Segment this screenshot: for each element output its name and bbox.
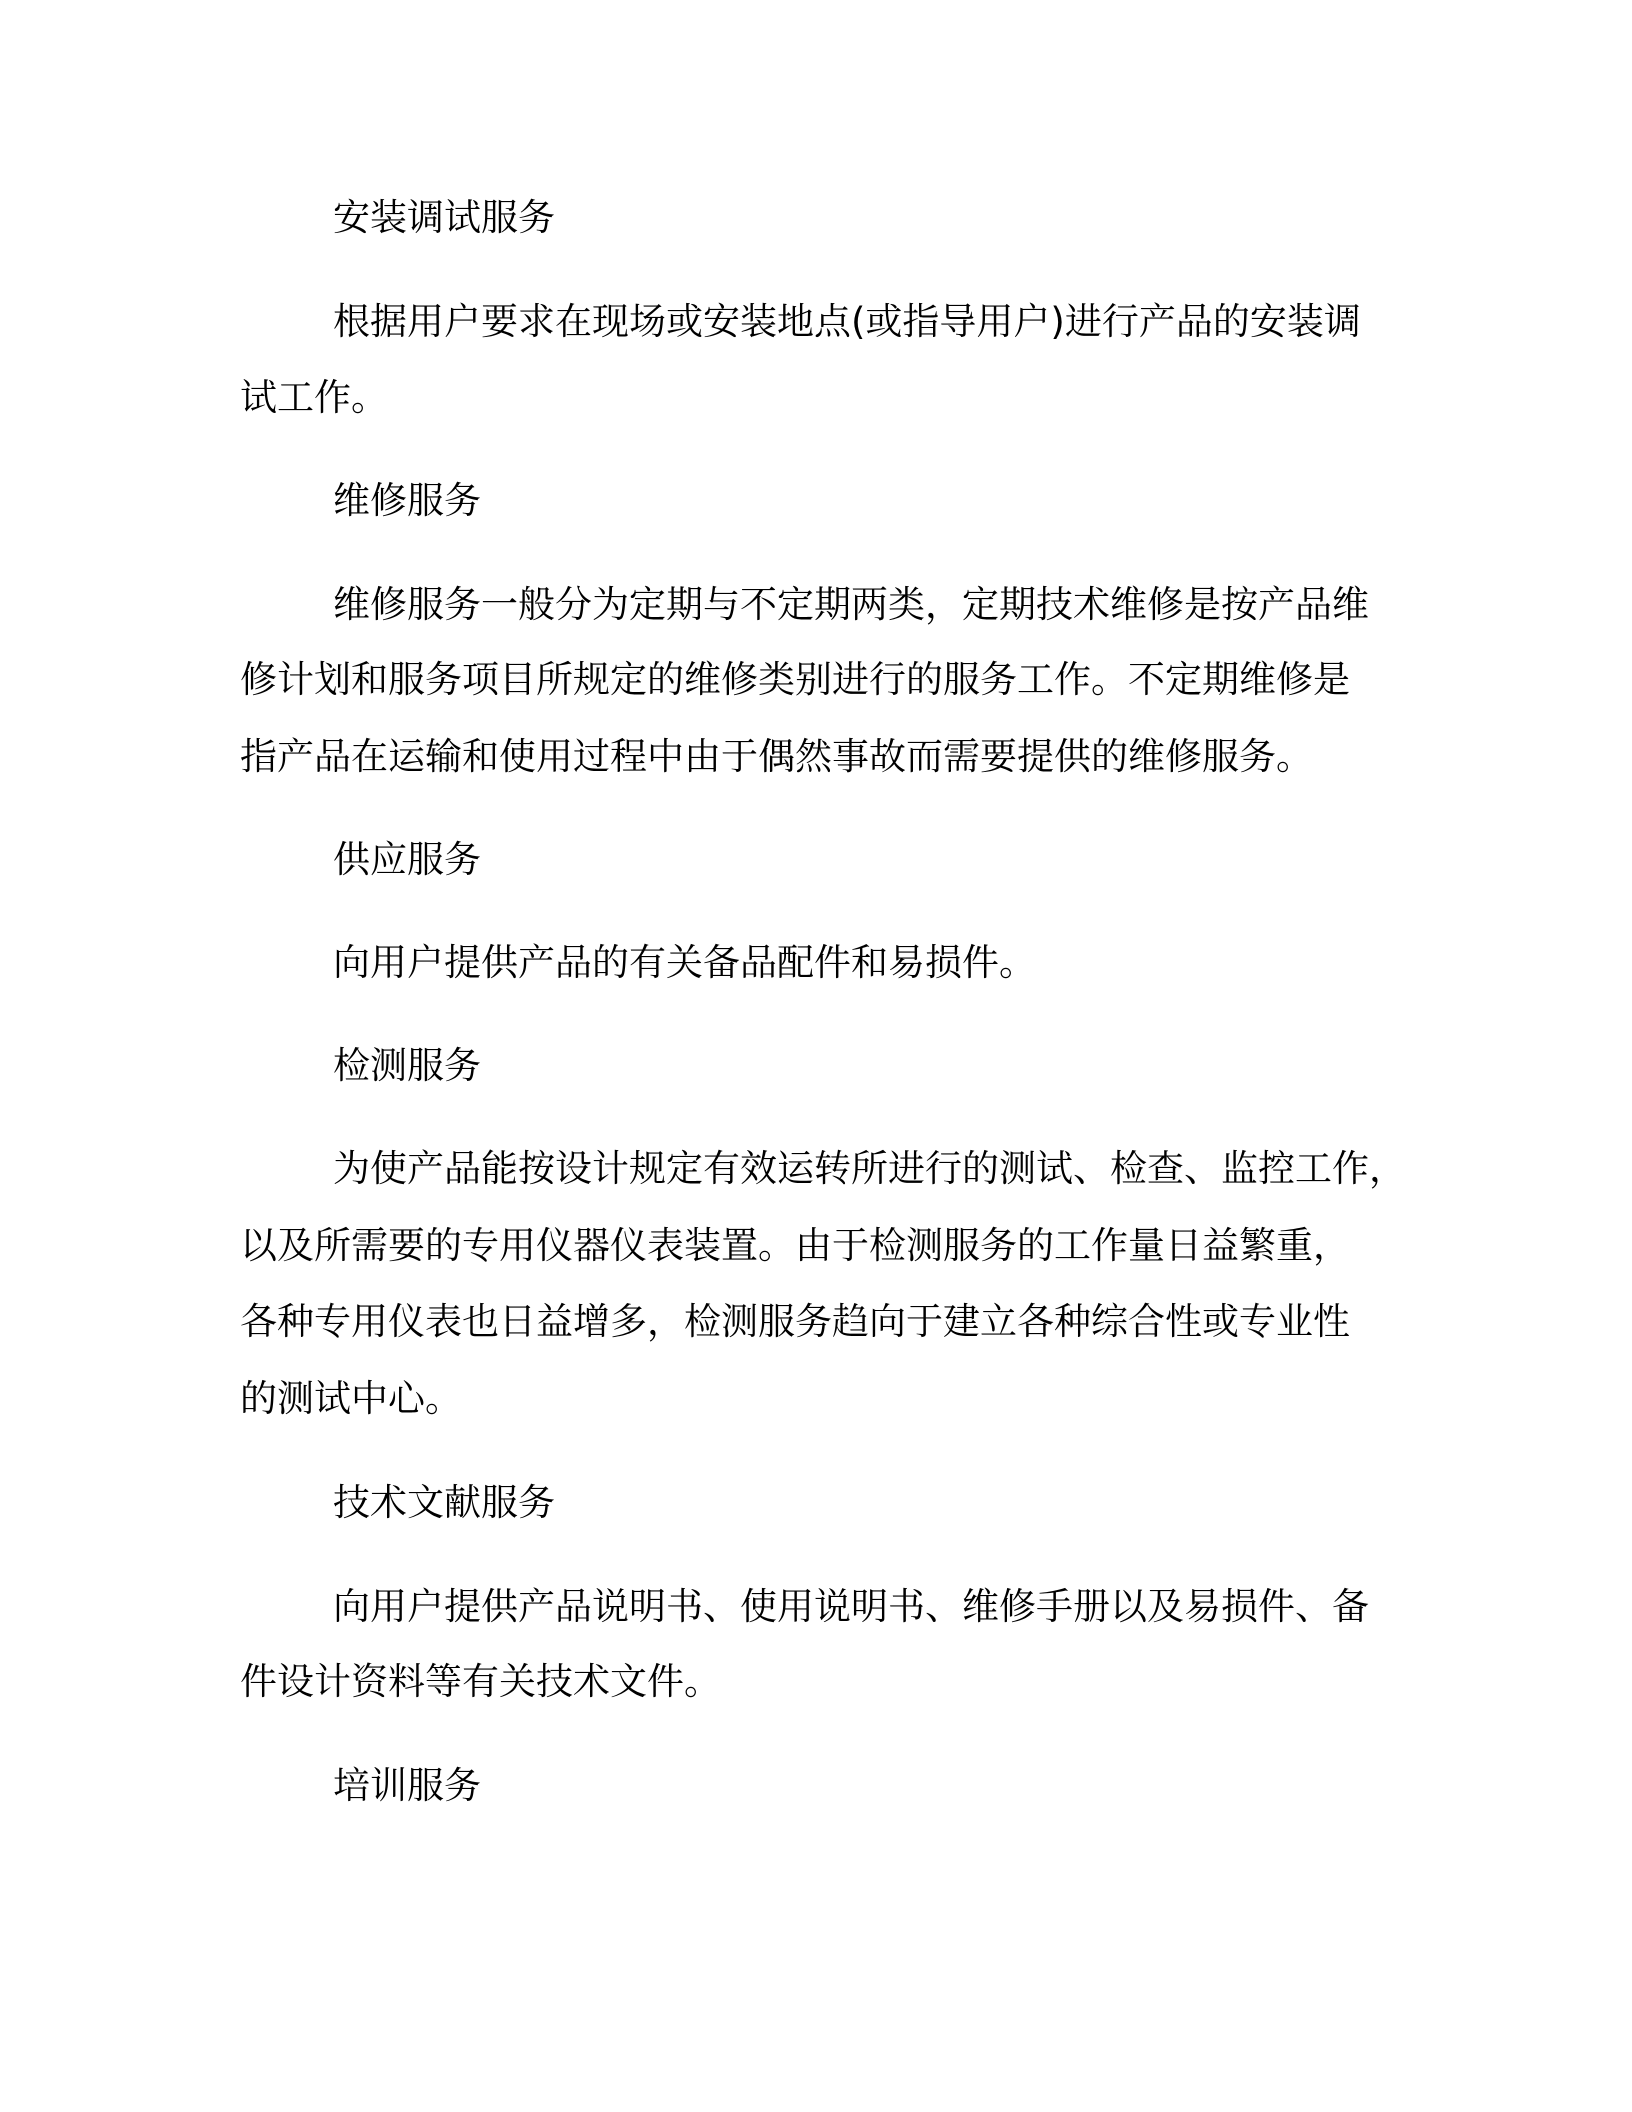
section-heading: 技术文献服务 bbox=[333, 1481, 555, 1524]
section-heading: 检测服务 bbox=[333, 1044, 481, 1087]
paragraph-line: 试工作。 bbox=[240, 376, 388, 419]
section-heading: 维修服务 bbox=[333, 479, 481, 522]
paragraph-line: 指产品在运输和使用过程中由于偶然事故而需要提供的维修服务。 bbox=[240, 735, 1313, 778]
paragraph-line: 向用户提供产品说明书、使用说明书、维修手册以及易损件、备 bbox=[333, 1585, 1369, 1628]
paragraph-line: 件设计资料等有关技术文件。 bbox=[240, 1660, 721, 1703]
paragraph-line: 各种专用仪表也日益增多，检测服务趋向于建立各种综合性或专业性 bbox=[240, 1300, 1350, 1343]
paragraph-line: 根据用户要求在现场或安装地点(或指导用户)进行产品的安装调 bbox=[333, 300, 1361, 343]
section-heading: 供应服务 bbox=[333, 838, 481, 881]
paragraph-line: 的测试中心。 bbox=[240, 1377, 462, 1420]
section-heading: 安装调试服务 bbox=[333, 196, 555, 239]
section-heading: 培训服务 bbox=[333, 1764, 481, 1807]
paragraph-line: 维修服务一般分为定期与不定期两类，定期技术维修是按产品维 bbox=[333, 583, 1369, 626]
paragraph-line: 为使产品能按设计规定有效运转所进行的测试、检查、监控工作， bbox=[333, 1147, 1406, 1190]
paragraph-line: 向用户提供产品的有关备品配件和易损件。 bbox=[333, 941, 1036, 984]
paragraph-line: 以及所需要的专用仪器仪表装置。由于检测服务的工作量日益繁重， bbox=[240, 1224, 1350, 1267]
paragraph-line: 修计划和服务项目所规定的维修类别进行的服务工作。不定期维修是 bbox=[240, 658, 1350, 701]
